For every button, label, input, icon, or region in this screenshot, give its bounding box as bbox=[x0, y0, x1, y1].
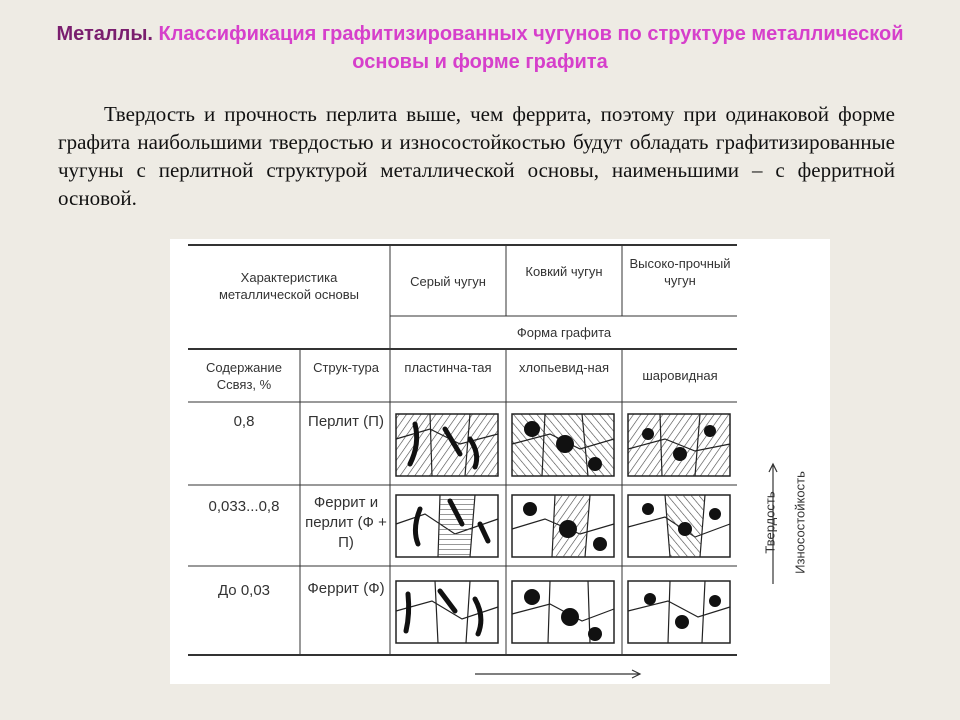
slide-title bbox=[30, 20, 930, 76]
title-main: Металлы. bbox=[56, 23, 153, 45]
row-1-content: 0,8 bbox=[233, 413, 255, 430]
row-3-content: До 0,03 bbox=[217, 582, 271, 599]
axis-hardness-label: Твердость bbox=[762, 491, 778, 554]
title-subtitle: Классификация графитизированных чугунов по структуре металлической основы и форме графита bbox=[158, 23, 904, 73]
body-paragraph: Твердость и прочность перлита выше, чем феррита, поэтому при одинаковой форме графита наибольшими твердостью и износостойкостью будут обладать графитизированные чугуны с перлитной структурой металлической основы, наименьшими – с ферритной основой. bbox=[58, 102, 895, 210]
table-grid bbox=[170, 239, 830, 684]
header-content: Содержание Cсвяз, % bbox=[206, 360, 282, 392]
header-structure: Струк-тура bbox=[313, 360, 379, 375]
graphite-form-spheroidal: шаровидная bbox=[642, 368, 718, 383]
graphite-form-flocculent: хлопьевид-ная bbox=[518, 360, 610, 375]
classification-table-figure bbox=[170, 239, 830, 684]
header-characteristic: Характеристика металлической основы bbox=[218, 270, 360, 302]
row-2-structure: Феррит и перлит (Ф + П) bbox=[305, 494, 387, 551]
row-1-structure: Перлит (П) bbox=[308, 413, 384, 430]
graphite-form-lamellar: пластинча-тая bbox=[404, 360, 492, 375]
header-graphite-form: Форма графита bbox=[516, 325, 612, 340]
row-2-content: 0,033...0,8 bbox=[208, 498, 280, 515]
header-grey-iron: Серый чугун bbox=[410, 274, 486, 289]
header-malleable-iron: Ковкий чугун bbox=[525, 264, 603, 279]
row-3-structure: Феррит (Ф) bbox=[307, 580, 385, 597]
axis-wear-resistance-label: Износостойкость bbox=[792, 471, 808, 574]
header-ductile-iron: Высоко-прочный чугун bbox=[629, 256, 731, 288]
